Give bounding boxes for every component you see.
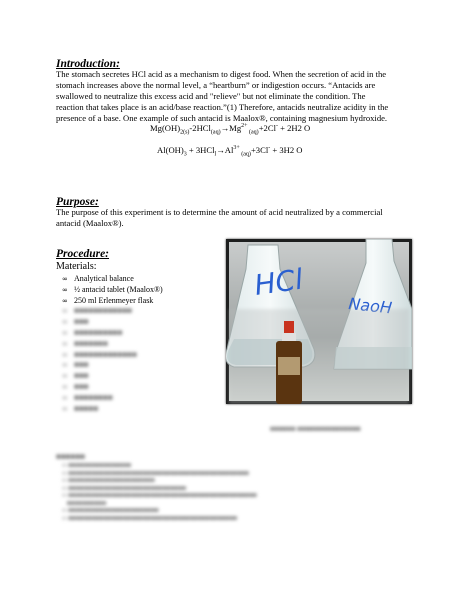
- blurred-list-item: ∞ ■■■■■■■■■■■■■■■■■■■■■■■■■■■■■■■■■■■■■■■■■■■: [62, 514, 238, 522]
- purpose-paragraph: [56, 207, 421, 229]
- list-item: ∞ Analytical balance: [62, 274, 134, 283]
- blurred-list-item: ∞ ■■■■■: [62, 403, 99, 413]
- blurred-list-item: ∞ ■■■■■■■■■■■■■■■■: [62, 462, 132, 469]
- blurred-list-item: ∞ ■■■■■■■■■■■■■■■■■■■■■■■■■■■■■■■■■■■■■■■■■■■■■■■■: [62, 492, 257, 499]
- purpose-heading: Purpose:: [56, 196, 99, 208]
- blurred-list-item: ∞ ■■■■■■■■■■■■: [62, 306, 132, 316]
- list-item: ∞ ½ antacid tablet (Maalox®): [62, 284, 163, 294]
- materials-list: [62, 274, 163, 414]
- blurred-list-item: ∞ ■■■■■■■■■■■■■■■■■■■■■■: [62, 477, 155, 484]
- intro-line: The stomach secretes HCl acid as a mechanism to digest food. When the secretion of acid in the: [56, 69, 387, 79]
- equation-aluminum-hydroxide: $Al(OH)_3 + 3HCl_l\to Al^{3+}$ $_{(aq)}$+3Cl- + 3H2 O: [157, 145, 303, 158]
- procedure-heading: Procedure:: [56, 248, 110, 260]
- blurred-list-item: ∞ ■■■: [62, 381, 89, 391]
- blurred-list-item: ∞ ■■■■■■■■■■: [62, 327, 123, 337]
- lab-photo-illustration: [226, 239, 412, 404]
- blurred-list-item: ∞ ■■■■■■■■: [62, 392, 113, 402]
- blurred-list-item: ■■■■■■■■■■: [62, 499, 107, 507]
- blurred-list-item: ∞ ■■■■■■■■■■■■■■■■■■■■■■■■■■■■■■: [62, 484, 187, 492]
- purpose-line: The purpose of this experiment is to determine the amount of acid neutralized by a commercial: [56, 207, 383, 217]
- intro-line: stomach increases above the normal level, a “heartburn” or indigestion occurs. “Antacids are: [56, 80, 376, 90]
- blurred-list-item: ∞ ■■■: [62, 317, 89, 327]
- blurred-list-item: ∞ ■■■■■■■■■■■■■■■■■■■■■■■: [62, 507, 159, 514]
- intro-line: swallowed to neutralize this excess acid and "relieve" but not eliminate the condition. The: [56, 91, 366, 101]
- intro-line: reaction that takes place is an acid/base reaction.”(1) Therefore, antacids neutralize acidity in the: [56, 102, 389, 112]
- flask-label-hcl: HCl: [252, 262, 305, 302]
- figure-caption: ■■■■■■ ■■■■■■■■■■■■■■■: [270, 425, 361, 433]
- blurred-list-item: ∞ ■■■■■■■■■■■■■: [62, 349, 137, 359]
- intro-line: presence of a base. One example of such antacid is Maalox®, containing magnesium hydroxide.: [56, 113, 388, 123]
- method-list: [62, 462, 257, 522]
- blurred-list-item: ∞ ■■■■■■■■■■■■■■■■■■■■■■■■■■■■■■■■■■■■■■■■■■■■■■: [62, 469, 249, 477]
- purpose-line: antacid (Maalox®).: [56, 218, 124, 228]
- blurred-list-item: ∞ ■■■: [62, 360, 89, 370]
- bullet-icon: ∞: [62, 275, 68, 283]
- equation-magnesium-hydroxide: $Mg(OH)_{2(s)}-2HCl_{(aq)}\to Mg^{2+}$ $_{(aq)}$+2Cl- + 2H2 O: [150, 123, 311, 136]
- blurred-list-item: ∞ ■■■: [62, 371, 89, 381]
- blurred-list-item: ∞ ■■■■■■■: [62, 338, 108, 348]
- flask-label-naoh: NaoH: [347, 294, 393, 318]
- list-item: ∞ 250 ml Erlenmeyer flask: [62, 295, 154, 305]
- materials-label: Materials:: [56, 261, 97, 272]
- lab-photo: [226, 239, 412, 404]
- introduction-heading: Introduction:: [56, 58, 120, 70]
- method-heading: ■■■■■■: [56, 452, 85, 461]
- introduction-paragraph: [56, 69, 421, 124]
- bullet-icon: ∞: [62, 285, 68, 294]
- bullet-icon: ∞: [62, 296, 68, 305]
